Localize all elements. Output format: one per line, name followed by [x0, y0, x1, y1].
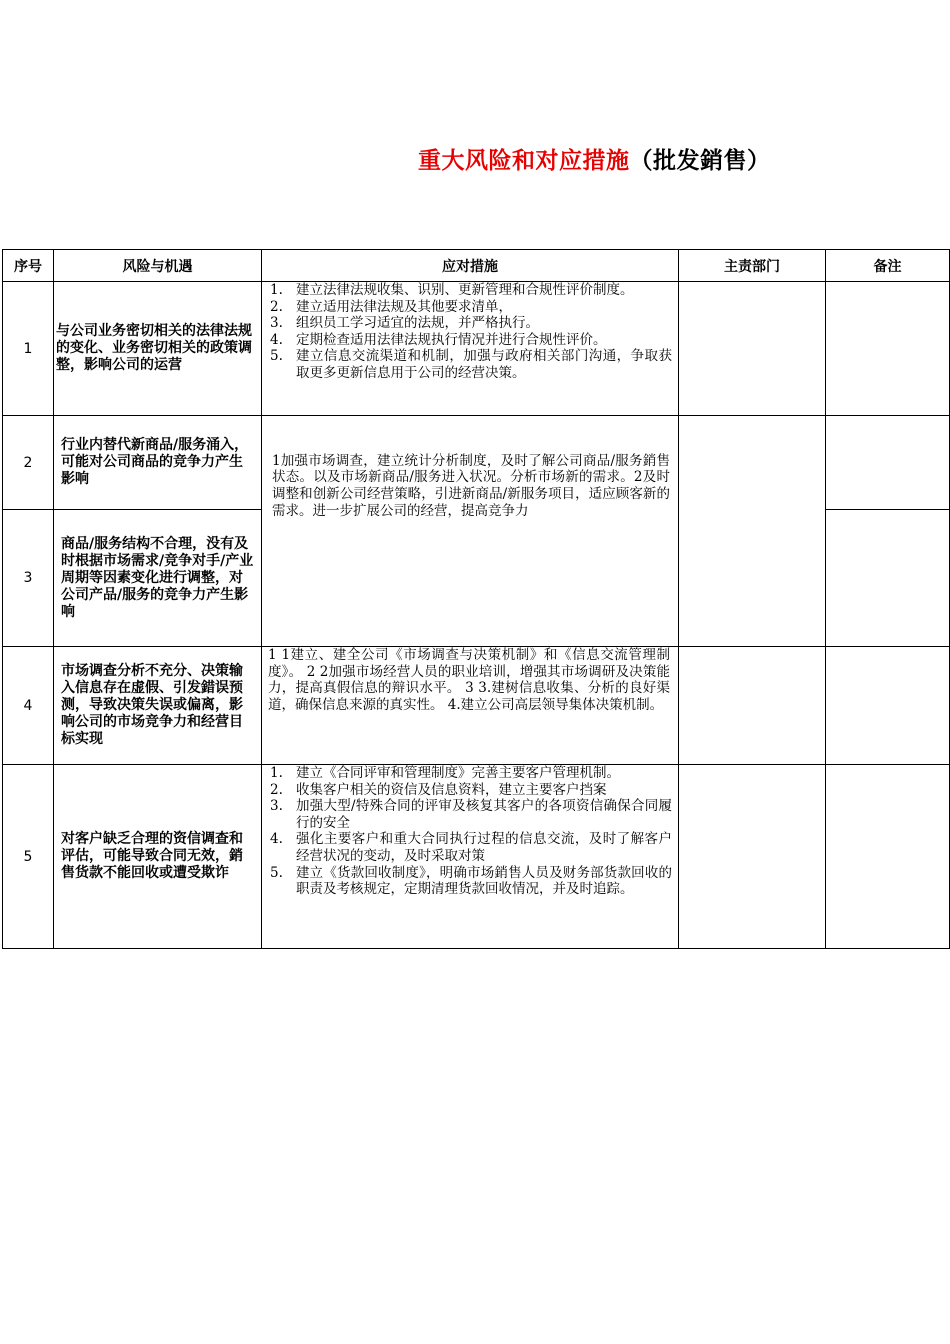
measure-list: [266, 765, 672, 898]
measure-cell: [262, 282, 679, 416]
dept-cell: [679, 416, 826, 647]
dept-cell: [679, 647, 826, 765]
title-main: 重大风险和对应措施: [418, 148, 630, 174]
measure-item: 3. 组织员工学习适宜的法规，并严格执行。: [270, 315, 539, 332]
remark-cell: [826, 510, 950, 647]
table-row: [3, 647, 950, 765]
row-number: 3: [3, 510, 54, 647]
table-row: [3, 282, 950, 416]
dept-cell: [679, 765, 826, 949]
header-no: 序号: [3, 250, 54, 282]
row-number: 2: [3, 416, 54, 510]
page-title: [418, 142, 771, 175]
measure-cell: [262, 416, 679, 647]
measure-item: 2. 建立适用法律法规及其他要求清单，: [270, 298, 512, 315]
measure-item: 5. 建立信息交流渠道和机制，加强与政府相关部门沟通，争取获取更多更新信息用于公司的经营决策。: [270, 348, 672, 381]
title-suffix: （批发銷售）: [629, 148, 771, 174]
row-number: 5: [3, 765, 54, 949]
measure-item: 4. 强化主要客户和重大合同执行过程的信息交流，及时了解客户经营状况的变动，及时采取对策: [270, 831, 672, 864]
remark-cell: [826, 416, 950, 510]
remark-cell: [826, 765, 950, 949]
risk-text: 行业内替代新商品/服务涌入，可能对公司商品的竞争力产生影响: [54, 416, 262, 510]
risk-table: [2, 249, 950, 949]
measure-text: 1 1建立、建全公司《市场调查与决策机制》和《信息交流管理制度》。 2 2加强市场经营人员的职业培训，增强其市场调研及决策能力，提高真假信息的辩识水平。 3 3.建树信息收集、分析的良好渠道，确保信息来源的真实性。 4.建立公司高层领导集体决策机制。: [268, 647, 670, 713]
measure-item: 3. 加强大型/特殊合同的评审及核复其客户的各项资信确保合同履行的安全: [270, 798, 672, 831]
table-row: [3, 765, 950, 949]
header-measure: 应对措施: [262, 250, 679, 282]
dept-cell: [679, 282, 826, 416]
header-risk: 风险与机遇: [54, 250, 262, 282]
table-row: [3, 416, 950, 510]
remark-cell: [826, 282, 950, 416]
measure-cell: [262, 765, 679, 949]
risk-text: 对客户缺乏合理的资信调查和评估，可能导致合同无效，銷售货款不能回收或遭受欺诈: [54, 765, 262, 949]
measure-cell: [262, 647, 679, 765]
risk-text: 市场调查分析不充分、决策输入信息存在虚假、引发錯误预测，导致决策失误或偏离，影响公司的市场竞争力和经营目标实现: [54, 647, 262, 765]
measure-list: [266, 282, 672, 382]
measure-item: 2. 收集客户相关的资信及信息资料，建立主要客户挡案: [270, 781, 607, 798]
header-dept: 主责部门: [679, 250, 826, 282]
row-number: 1: [3, 282, 54, 416]
measure-item: 1. 建立《合同评审和管理制度》完善主要客户管理机制。: [270, 765, 620, 781]
measure-item: 4. 定期检查适用法律法规执行情况并进行合规性评价。: [270, 331, 607, 348]
row-number: 4: [3, 647, 54, 765]
measure-item: 5. 建立《货款回收制度》，明确市场銷售人员及财务部货款回收的职责及考核规定，定期清理货款回收情况，并及时追踪。: [270, 864, 672, 898]
risk-text: 与公司业务密切相关的法律法规的变化、业务密切相关的政策调整，影响公司的运营: [54, 282, 262, 416]
measure-item: 1. 建立法律法规收集、识别、更新管理和合规性评价制度。: [270, 282, 634, 298]
measure-text: 1加强市场调查，建立统计分析制度，及时了解公司商品/服务銷售状态。以及市场新商品/服务进入状况。分析市场新的需求。2及时调整和创新公司经营策略，引进新商品/新服务项目，适应顾客新的需求。进一步扩展公司的经营，提高竞争力: [272, 452, 670, 519]
header-remark: 备注: [826, 250, 950, 282]
risk-text: 商品/服务结构不合理，没有及时根据市场需求/竞争对手/产业周期等因素变化进行调整，对公司产品/服务的竞争力产生影响: [54, 510, 262, 647]
remark-cell: [826, 647, 950, 765]
header-row: [3, 250, 950, 282]
